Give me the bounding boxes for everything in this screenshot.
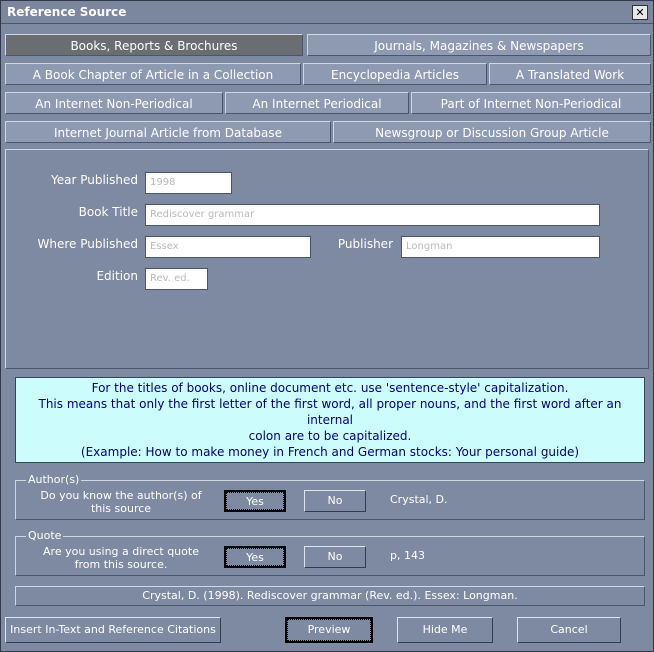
title-bar bbox=[1, 1, 653, 24]
quote-value: p, 143 bbox=[390, 549, 425, 562]
publisher-field[interactable]: Longman bbox=[401, 236, 600, 258]
hide-me-button[interactable]: Hide Me bbox=[397, 617, 493, 643]
tab-encyclopedia-articles[interactable]: Encyclopedia Articles bbox=[303, 63, 487, 85]
quote-yes-button[interactable]: Yes bbox=[224, 546, 286, 568]
tab-internet-non-periodical[interactable]: An Internet Non-Periodical bbox=[5, 92, 223, 114]
quote-group bbox=[15, 529, 645, 576]
edition-label: Edition bbox=[96, 269, 138, 283]
year-published-label: Year Published bbox=[51, 173, 138, 187]
quote-question: Are you using a direct quote from this source. bbox=[43, 545, 199, 571]
publisher-label: Publisher bbox=[337, 237, 393, 251]
tab-part-internet-non-periodical[interactable]: Part of Internet Non-Periodical bbox=[411, 92, 651, 114]
authors-question: Do you know the author(s) of this source bbox=[40, 489, 202, 515]
tab-internet-journal-database[interactable]: Internet Journal Article from Database bbox=[5, 121, 331, 143]
edition-field[interactable]: Rev. ed. bbox=[145, 268, 208, 290]
note-line-3: colon are to be capitalized. bbox=[248, 429, 412, 443]
authors-no-button[interactable]: No bbox=[304, 490, 366, 512]
authors-yes-button[interactable]: Yes bbox=[224, 490, 286, 512]
insert-citations-button[interactable]: Insert In-Text and Reference Citations bbox=[5, 617, 221, 643]
note-line-4: (Example: How to make money in French and German stocks: Your personal guide) bbox=[80, 445, 580, 459]
citation-preview: Crystal, D. (1998). Rediscover grammar (Rev. ed.). Essex: Longman. bbox=[15, 586, 645, 606]
note-line-1: For the titles of books, online document etc. use 'sentence-style' capitalization. bbox=[91, 381, 569, 395]
where-published-field[interactable]: Essex bbox=[145, 236, 311, 258]
tab-journals-magazines-newspapers[interactable]: Journals, Magazines & Newspapers bbox=[307, 34, 651, 56]
tab-translated-work[interactable]: A Translated Work bbox=[489, 63, 651, 85]
preview-button[interactable]: Preview bbox=[285, 617, 373, 643]
cancel-button[interactable]: Cancel bbox=[517, 617, 621, 643]
tab-book-chapter[interactable]: A Book Chapter of Article in a Collection bbox=[5, 63, 301, 85]
quote-no-button[interactable]: No bbox=[304, 546, 366, 568]
year-published-field[interactable]: 1998 bbox=[145, 172, 232, 194]
window-title: Reference Source bbox=[7, 5, 127, 19]
tab-newsgroup-discussion[interactable]: Newsgroup or Discussion Group Article bbox=[333, 121, 651, 143]
note-line-2: This means that only the first letter of the first word, all proper nouns, and the first word after an internal bbox=[38, 397, 622, 427]
book-title-field[interactable]: Rediscover grammar bbox=[145, 204, 600, 226]
book-title-label: Book Title bbox=[78, 205, 138, 219]
tab-books-reports-brochures[interactable]: Books, Reports & Brochures bbox=[5, 34, 303, 56]
authors-group bbox=[15, 473, 645, 520]
where-published-label: Where Published bbox=[37, 237, 138, 251]
close-icon[interactable]: ✕ bbox=[632, 5, 648, 20]
authors-value: Crystal, D. bbox=[390, 493, 448, 506]
capitalization-note bbox=[15, 377, 645, 463]
quote-legend: Quote bbox=[28, 529, 62, 542]
tab-internet-periodical[interactable]: An Internet Periodical bbox=[225, 92, 409, 114]
authors-legend: Author(s) bbox=[28, 473, 80, 486]
